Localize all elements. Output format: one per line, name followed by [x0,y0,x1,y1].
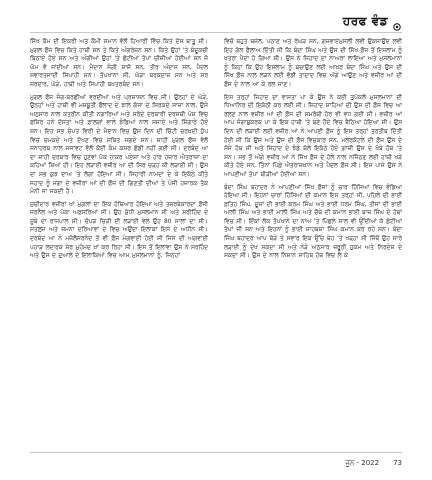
magazine-title: ਹਰਫ ਵੰਡ [342,14,388,28]
right-column [224,38,402,446]
paragraph: ਮੁਗਲ ਫੌਜ ਜੰਗ-ਬਰਛੀਆਂ ਵਰਦੀਆਂ ਅਤੇ ਪ੍ਰਸ਼ਾਸਨ ਵਿਚ ਸੀ। ਉਨ੍ਹਾਂ ਦੇ ਘੋੜੇ, ਉਨ੍ਹਾਂ ਅਤੇ ਹਾਥੀ ਵੀ ਮਜ਼ਬੂਤੀ ਫੌਲਾਦ ਦੇ ਝਾਲੇ ਗੱਜਾ ਦੇ ਸਿਰਕਦੇ ਸਾਜ਼ਾ ਨਾਲ, ਉਸੇ ਅਨੁਸਾਰ ਨਾਲ ਕਤਰੀਨ ਕੀਤੀ ਨਗਾਰਿਆਂ ਅਤੇ ਸਰੋਦੇ ਦਰਬਾਰੀ ਦਰਸਥੀ ਪੋਸ਼ ਵਿਚ ਫਸ਼ਿਰ ਹਨੇ ਦੋਸਤਾਂ ਅਤੇ ਫ਼ਾਲਗਾਂ ਵਾਲੇ ਝੰਡਿਆਂ ਨਾਲ ਸਜਾਏ ਅਤੇ ਸ਼ਿੰਗਾਰੇ ਹੋਏ ਸਨ। ਇਹ ਸਭ ਚੰਪਤ ਵਿਰੀ ਦੇ ਮੈਦਾਨ ਵਿਚ ਉਸ ਦਿਨ ਦੀ ਚਿੱਟੀ ਚਰਖ਼ਦੀ ਧੁੱਪ ਵਿਚ ਚਮਕਦੇ ਅਤੇ ਦੱਖਣ ਵਿਚ ਸਥਿਤ ਜਗਦੇ ਸਨ। ਸ਼ਾਹੀ ਮੁਗਲ ਫੌਜ ਵੱਲੋਂ ਸਨਾਹਰਬ ਨਾਲ ਸਜਾਵਟ ਵੱਲੋਂ ਕੋਈ ਕੰਮ ਕਸਰ ਛੱਡੀ ਨਹੀਂ ਗਈ ਸੀ। ਦਰਬੰਦ ਆ ਦਾ ਸ਼ਾਹੀ ਦਰਬਾਰ ਵਿਚ ਹੁਣਵਾਂ ਪੱਕ ਹਾਕਰ ਪਏਸ਼ਾ ਅਤੇ ਹਾਰ ਹਜ਼ਾਰ ਐਤਰਾਜ਼ਾ ਦਾ ਕਹਿਆਂ ਸ਼ਿਆਂ ਹੀ। ਇਹ ਲੜਾਈ ਵਜ਼ੀਰ ਆ ਦੀ ਸਿਰ ਚੜ੍ਹ ਕੀ ਲੜਾਈ ਸੀ। ਉਸ ਦਾ ਸਭ ਕੁਝ ਦਾਅ 'ਤੇ ਲੱਗਾ ਹੋਇਆ ਸੀ। ਸਿਹਾਰੀ ਨਾਮਦਾਂ ਦੇ ਕੇ ਇਕੱਠੇ ਕੀਤੇ ਜਹਾਦ ਨੂੰ ਜਗਾ ਦੇ ਵਜ਼ੀਰਾਂ ਆਂ ਦੀ ਫ਼ੌਜ ਦੀ ਗਿਣਤੀ ਦੀਆਂ ਤੇ ਪੰਜੀ ਹਜ਼ਾਰਕ ਤੱਕ ਮੰਨੀ ਜਾ ਸਕਦੀ ਹੈ। [30,94,208,196]
header-divider [30,32,402,33]
paragraph: ਸੁਚੀਦਾਰ ਵਜ਼ੀਰਾਂ ਖ਼ਾਂ ਮੁਗਲਾਂ ਦਾ ਇਕ ਹੱਥਿਆਰ ਹੋਇਆ ਅਤੇ ਤਜਰਬੇਕਾਰਦਾ ਫ਼ੌਜੀ ਜਰਨੈਲ ਅਤੇ ਪੱਕਾ ਅਫ਼ਸਰਿਆਂ ਸੀ। ਉਹ ਸ਼ੁੱਧੀ ਮੁਸਲਮਾਨ ਸੀ ਅਤੇ ਸਰੀਹਿੰਦ ਦੇ ਸੂਬੇ ਦਾ ਰਾਜਪਾਲ ਸੀ। ਚੱਪੜ ਚਿੜੀ ਦੀ ਲੜਾਈ ਵੇਲੇ ਉਹ 80 ਸਾਲਾਂ ਦਾ ਸੀ। ਸਤਲੁਜ ਅਤੇ ਜਮਨਾ ਦਰਿਆਵਾਂ ਦੇ ਵਿਚ ਅਉਂਦਾ ਇਲਾਕਾ ਇਸ ਦੇ ਅਧੀਨ ਸੀ। ਦਰਬੰਦ ਆ ਨੇ ਮਜ਼ੱਲੋਸਰਨੰਦ ਤੋਂ ਵੀ ਫ਼ੌਜ ਮੰਗਵਾਈ ਹੋਈ ਸੀ ਜਿਸ ਦੀ ਅਗਵਾਈ ਪਹਾੜ ਲਦਾਰਕ ਸ਼ੇਰ ਮੁਹੰਮਦ ਖ਼ਾਂ ਕਰ ਰਿਹਾ ਸੀ। ਇਸ ਤੋਂ ਇਲਾਵਾ ਉਸ ਨੇ ਸਰਹਿੰਦ ਅਤੇ ਉਸ ਦੇ ਦੁਆਲੇ ਦੇ ਇਲਾਕਿਆਂ ਵਿਚ ਆਮ ਮੁਸਲਮਾਨਾਂ ਨੂੰ, ਜਿਨ੍ਹਾਂ [30,201,208,260]
page-footer [30,452,402,470]
ornament-icon [392,17,402,27]
paragraph: ਵਿਚੋਂ ਬਹੁਤੇ ਬਜ਼ੇਲ, ਪਠਾਣ ਅਤੇ ਰੰਘੜ ਸਨ, ਗ਼ਜ਼ਵਾਏਮੁਸਲੀ ਲਵੀ ਉਕਸਾਉਂਦ ਲਵੀ ਇਹ ਗੱਲ ਫ਼ੈਲਾਅ ਦਿੱਤੀ ਸੀ ਕਿ ਬੰਦਾ ਸਿੰਘ ਅਤੇ ਉਸ ਦੀ ਸਿੱਖ ਫ਼ੌਜ ਤੋਂ ਇਸਲਾਮ ਨੂੰ ਖ਼ਤਰਾ ਪੈਦਾ ਹੋ ਗਿਆ ਸੀ। ਉਸ ਨੇ ਜਿਹਾਦ ਦਾ ਨਾਅਰਾ ਲਾਇਆ ਅਤੇ ਮੁਸਲਮਾਨਾਂ ਨੂੰ ਕਿਹਾ ਕਿ ਉਹ ਇਸਲਾਮ ਨੂੰ ਬਚਾਉਣ ਲਈ ਆਖ਼ਰ ਬੰਦਾ ਸਿੰਘ ਅਤੇ ਉਸ ਦੀ ਸਿੱਖ ਫ਼ੌਜ ਨਾਲ ਲੜਨ ਲਈ ਵੱਡੀ ਤਾਦਾਦ ਵਿਚ ਅੱਗੇ ਆਉਣ ਅਤੇ ਵਜ਼ੀਰ ਆਂ ਦੀ ਫ਼ੌਜ ਦੇ ਨਾਲ ਆ ਕੇ ਰਲ ਜਾਣ। [224,39,402,88]
paragraph: ਇਸ ਤਰ੍ਹਾਂ ਜਿਹਾਦ ਦਾ ਵਾਸਤਾ ਪਾ ਕੇ ਉਸ ਨੇ ਕਈ ਤੁਪੱਕਲੋ ਮੁਸਲਮਾਨਾਂ ਦੀ ਧਿਆਨਿਰ ਦੀ ਇਕੱਠੀ ਕਰ ਲਈ ਸੀ। ਜਿਹਾਦ ਸ਼ਾਹਿਆਂ ਦੀ ਉਸ ਦੀ ਫ਼ੌਜ ਵਿਚ ਆ ਰਲਣ ਨਾਲ ਵਜ਼ੀਰ ਆਂ ਦੀ ਫ਼ੌਜ ਦੀ ਸਮਰੱਥੀ ਹੋਰ ਵੀ ਵਧ ਗਈ ਸੀ। ਵਜ਼ੀਰ ਆਂ ਆਪ ਜੰਗਾਬੁਕਰਕ ਪਾ ਕੇ ਇਕ ਹਾਥੀ 'ਤੇ ਬਣੇ ਹੌਦੇ ਵਿਚ ਬੈਠਿਆ ਹੋਇਆ ਸੀ। ਉਸ ਦਿਨ ਦੀ ਲੜਾਈ ਲਈ ਵਜ਼ੀਰ ਆਂ ਨੇ ਆਪਣੀ ਫ਼ੌਜ ਨੂੰ ਇਸ ਤਰ੍ਹਾਂ ਤਰਤੀਬ ਦਿੱਤੀ ਹੋਈ ਸੀ ਕਿ ਉਸ ਅਤੇ ਉਸ ਦੀ ਫ਼ੌਜ ਵਿਚਕਾਰ ਸਨ, ਮਲੇਰਕੋਟਲੇ ਦੀ ਫ਼ੌਜ ਉਸ ਦੇ ਸੱਜੇ ਹੱਥ ਸੀ ਅਤੇ ਜਿਹਾਦ ਦੇ ਝੰਡੇ ਥੱਲੇ ਇਕੱਠੇ ਹੋਏ ਗ਼ਾਜ਼ੀ ਉਸ ਦੇ ਖੱਬੇ ਹੱਥ 'ਤੇ ਸਨ। ਸਭ ਤੋਂ ਅੱਗੇ ਵਜ਼ੀਰ ਆਂ ਨੇ ਸਿੱਖ ਫ਼ੌਜ ਦੇ ਹੱਲੇ ਨਾਲ ਨਜਿੱਠਣ ਲਈ ਹਾਥੀ ਖੜੇ ਕੀਤੇ ਹੋਏ ਸਨ, ਤਿੰਨਾਂ ਪਿੱਛੇ ਐਤਰਾਜ਼ਖ਼ਾਨ ਅਤੇ ਪੈਦਲ ਫ਼ੌਜ ਸੀ। ਇਸ ਪਾਸੇ ਉਸ ਨੇ ਆਪਣੀਆਂ ਤੋਪਾਂ ਬੀੜੀਆਂ ਹੋਈਆਂ ਸਨ। [224,94,402,178]
paragraph: ਬੰਦਾ ਸਿੰਘ ਬਹਾਦਰ ਨੇ ਆਪਣੀਆਂ ਸਿੱਖ ਫ਼ੌਜਾਂ ਨੂੰ ਚਾਰ ਹਿੱਸਿਆਂ ਵਿਚ ਵੰਡਿਆ ਹੋਇਆ ਸੀ। ਇਹਨਾਂ ਚਾਰਾਂ ਹਿੱਸਿਆਂ ਦੀ ਕਮਾਨ ਇਸ ਤਰ੍ਹਾਂ ਸੀ, ਪਹਿਲੇ ਦੀ ਭਾਈ ਫ਼ਤਿਹ ਸਿੰਘ, ਦੂਜਾਂ ਦੀ ਭਾਈ ਕਰਮ ਸਿੰਘ ਅਤੇ ਭਾਈ ਧਰਮ ਸਿੰਘ, ਤੀਜਾਂ ਦੀ ਭਾਈ ਆਲੀ ਸਿੰਘ ਅਤੇ ਭਾਈ ਮਾਲੀ ਸਿੰਘ ਅਤੇ ਚੌਥੇ ਦੀ ਕਮਾਨ ਭਾਈ ਬਾਜ਼ ਸਿੰਘ ਦੇ ਹੱਥਾਂ ਵਿਚ ਸੀ। ਇੱਕਾਂ ਲੋਕ ਤੋਪਖਾਨੇ ਦਾ ਨਾਂਅ 'ਤੇ ਪਿੱਛਲੇ ਸਾਲ ਵੀ ਉੱਦੀਆਂ ਕੋ ਛੋਟੀਆਂ ਤੋਪਾਂ ਜੀ ਸਨ ਅਤੇ ਇਹਨਾਂ ਨੂੰ ਭਾਈ ਸਾਹਬਜ਼ਾ ਸਿੰਘ ਕਮਾਨ ਕਰ ਰਹੇ ਸਨ। ਬੰਦਾ ਸਿੰਘ ਬਹਾਦਰ ਆਪ ਥੋੜੇ ਤੇ ਸਵਾਰ ਇਕ ਉੱਚੇ ਥੇਹ 'ਤੇ ਖੜ੍ਹਾ ਸੀ ਜਿੱਥੋਂ ਉਹ ਸਾਰੇ ਲੜਾਈ ਨੂੰ ਦੇਖ ਸਕਦਾ ਸੀ ਅਤੇ ਨੇੜੇ ਅਨੁਸਾਰ ਜ਼ਰੂਰੀ ਹੁਕਮ ਅਤੇ ਨਿਰਦੇਸ਼ ਦੇ ਸਕਦਾ ਸੀ। ਉਸ ਦੇ ਨਾਲ ਨਿਸ਼ਾਨ ਸਾਹਿਬ ਹੱਥ ਵਿਚ ਲੈ ਕੇ [224,184,402,260]
paragraph: ਸਿੱਖ ਕੌਮ ਦੀ ਇਕਰੀ ਅਤੇ ਕੌਮੀ ਸਮਾਨ ਵੱਲੋਂ ਹਿਆਰੀ ਵਿੱਚ ਕਿਤੇ ਦੱਸ ਬਾਤੂ ਸੀ। ਮੁਗਲ ਫੌਜ ਵਿਚ ਕਿਤੇ ਹਾਥੀ ਸਨ ਤੇ ਕਿਤੇ ਅੰਗਰੇਜ਼ਨ ਸਨ। ਕਿਤੇ ਉਹਾਂ 'ਤੇ ਬੰਦੂਕਚੀ ਬਿਠਾਏ ਹੋਏ ਸਨ ਅਤੇ ਅੰਗੀਆਂ ਉਹਾਂ 'ਤੇ ਛੋਟੀਆਂ ਤੋਪਾਂ ਚੀਜ਼ੀਆਂ ਹੋਈਆਂ ਸਨ ਜੋ ਘੱਮ ਵੱ ਜਾਂਦੀਆਂ ਸਨ। ਮੈਦਾਨ ਜੰਗੀ ਸਾਜ਼ੋ ਸਨ, ਤੀਰ ਅੰਦਾਜ਼ ਸਨ, ਪੈਦਲ ਸਵਾਰਤਜਾਦੀ ਸਿਪਾਹੀ ਸਨ। ਤੋਪਖਾਨਾ ਸੀ, ਘੋੜਾ ਬਰਕਦਾਜ਼ ਸਨ ਅਤੇ ਸਰ ਸਰਦਾਰ, ਘੋੜੇ, ਹਾਥੀ ਅਤੇ ਸਿਪਾਹੀ ਬਖ਼ਤਰਬੰਦ ਸਨ। [30,39,208,88]
issue-date: ਜੂਨ - 2022 [345,458,380,467]
page-number: 73 [393,459,402,467]
article-body [30,38,402,446]
page-header [343,14,402,29]
left-column [30,38,208,446]
footer-divider [30,452,402,453]
